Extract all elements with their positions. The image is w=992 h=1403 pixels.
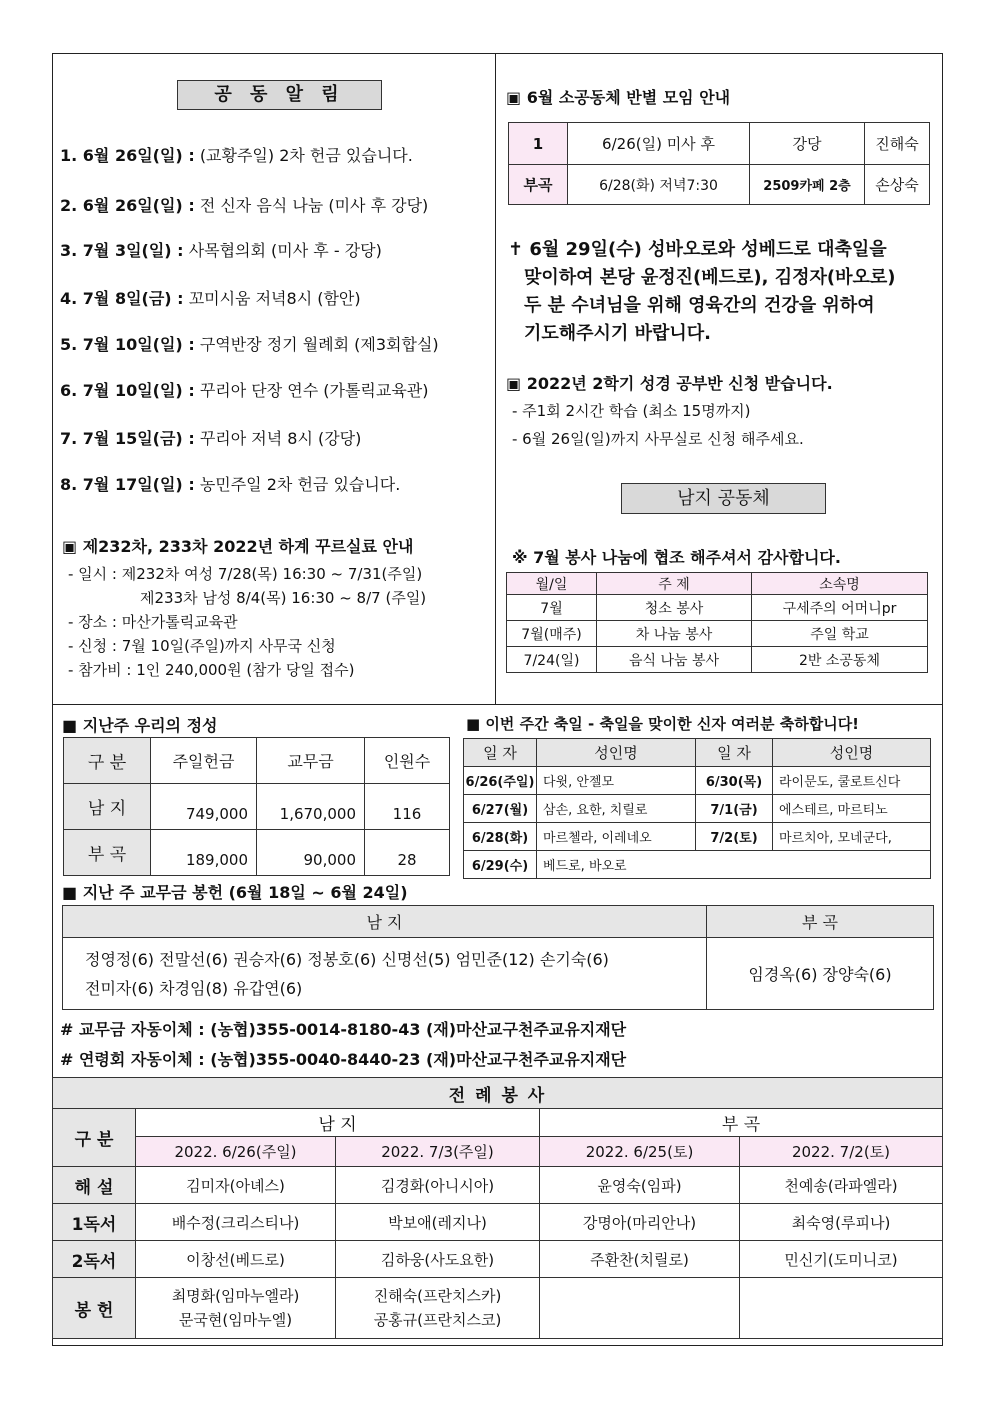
- dues-heading: ■ 지난 주 교무금 봉헌 (6월 18일 ~ 6월 24일): [62, 883, 408, 902]
- table-cell: 1: [509, 123, 568, 165]
- table-cell: 남 지: [64, 784, 151, 830]
- cursillo-heading: ▣ 제232차, 233차 2022년 하계 꾸르실료 안내: [62, 537, 414, 556]
- table-cell: 90,000: [257, 830, 365, 876]
- table-cell: 189,000: [151, 830, 257, 876]
- table-header: 교무금: [257, 738, 365, 784]
- table-header: 주일헌금: [151, 738, 257, 784]
- small-community-table: [508, 122, 930, 205]
- liturgy-table: [52, 1077, 943, 1339]
- offering-heading: ■ 지난주 우리의 정성: [62, 716, 218, 735]
- cursillo-line: 제233차 남성 8/4(목) 16:30 ~ 8/7 (주일): [140, 589, 427, 607]
- notice-text: 사목협의회 (미사 후 - 강당): [188, 241, 382, 260]
- table-cell: 부 곡: [64, 830, 151, 876]
- cursillo-line: - 일시 : 제232차 여성 7/28(목) 16:30 ~ 7/31(주일): [68, 565, 423, 583]
- table-row: [53, 1167, 943, 1204]
- namji-community-title: 남지 공동체: [621, 483, 826, 514]
- table-cell: 7/2(토): [696, 823, 773, 851]
- table-cell: 7월: [507, 595, 597, 621]
- notice-item: [60, 143, 413, 166]
- table-cell: [740, 1278, 943, 1339]
- table-header: 월/일: [507, 573, 597, 595]
- table-cell: 주환찬(치릴로): [540, 1241, 740, 1278]
- column-divider: [495, 53, 496, 704]
- table-header-row: [53, 1137, 943, 1167]
- auto-transfer-dues: # 교무금 자동이체 : (농협)355-0014-8180-43 (재)마산교구천주교유지재단: [60, 1020, 627, 1039]
- table-cell: 부곡: [509, 165, 568, 205]
- table-cell: 6/28(화) 저녁7:30: [568, 165, 750, 205]
- table-cell: 배수정(크리스티나): [136, 1204, 336, 1241]
- notice-item: [60, 378, 428, 401]
- table-row: [63, 938, 934, 1010]
- liturgy-date: 2022. 7/3(주일): [336, 1137, 540, 1167]
- table-header: 일 자: [464, 739, 537, 767]
- bible-study-line: - 주1회 2시간 학습 (최소 15명까지): [512, 402, 751, 420]
- dues-namji-cell: [63, 938, 707, 1010]
- notice-text: 꾸리아 단장 연수 (가톨릭교육관): [199, 381, 429, 400]
- table-cell: 청소 봉사: [597, 595, 752, 621]
- table-row: [464, 823, 931, 851]
- table-row: [509, 165, 930, 205]
- table-cell: 다윗, 안젤모: [537, 767, 696, 795]
- table-cell: 2반 소공동체: [752, 647, 928, 673]
- service-table: [506, 572, 928, 673]
- table-row: [53, 1204, 943, 1241]
- bible-study-heading: ▣ 2022년 2학기 성경 공부반 신청 받습니다.: [506, 374, 833, 393]
- table-row: [53, 1278, 943, 1339]
- table-cell: [336, 1278, 540, 1339]
- table-header: 주 제: [597, 573, 752, 595]
- table-row: [464, 795, 931, 823]
- table-cell: 구세주의 어머니pr: [752, 595, 928, 621]
- notice-item: [60, 193, 428, 216]
- table-header-row: [53, 1109, 943, 1137]
- liturgy-bugok: 부 곡: [540, 1109, 943, 1137]
- table-cell: 베드로, 바오로: [537, 851, 931, 879]
- table-cell: 7/24(일): [507, 647, 597, 673]
- table-cell: 2509카페 2층: [750, 165, 865, 205]
- liturgy-row-label: 해 설: [53, 1167, 136, 1204]
- table-cell: 6/30(목): [696, 767, 773, 795]
- table-header: 일 자: [696, 739, 773, 767]
- table-row: [507, 647, 928, 673]
- table-header: 소속명: [752, 573, 928, 595]
- table-cell: 마르치아, 모네군다,: [773, 823, 931, 851]
- dues-namji-line: 정영정(6) 전말선(6) 권승자(6) 정봉호(6) 신명선(5) 엄민준(12) 손기숙(6): [85, 949, 609, 969]
- liturgy-date: 2022. 7/2(토): [740, 1137, 943, 1167]
- notice-date: 3. 7월 3일(일) :: [60, 241, 184, 260]
- notice-text: 구역반장 정기 월례회 (제3회합실): [199, 335, 439, 354]
- table-header-row: [464, 739, 931, 767]
- table-cell: 천예송(라파엘라): [740, 1167, 943, 1204]
- liturgy-row-label: 2독서: [53, 1241, 136, 1278]
- table-header: 구 분: [64, 738, 151, 784]
- feast-notice-line: 기도해주시기 바랍니다.: [524, 323, 711, 344]
- liturgy-namji: 남 지: [136, 1109, 540, 1137]
- notice-text: 꾸리아 저녁 8시 (강당): [199, 429, 362, 448]
- notice-date: 5. 7월 10일(일) :: [60, 335, 195, 354]
- table-cell: 강명아(마리안나): [540, 1204, 740, 1241]
- table-cell: 116: [365, 784, 450, 830]
- notice-date: 1. 6월 26일(일) :: [60, 146, 195, 165]
- table-cell: 손상숙: [865, 165, 930, 205]
- notice-item: [60, 426, 361, 449]
- table-header-row: [63, 906, 934, 938]
- notice-text: 꼬미시움 저녁8시 (함안): [188, 289, 361, 308]
- table-cell: 이창선(베드로): [136, 1241, 336, 1278]
- table-row: [53, 1241, 943, 1278]
- table-cell: 마르첼라, 이레네오: [537, 823, 696, 851]
- notice-item: [60, 286, 361, 309]
- table-header: 인원수: [365, 738, 450, 784]
- table-cell: 6/27(월): [464, 795, 537, 823]
- table-cell: 박보애(레지나): [336, 1204, 540, 1241]
- table-cell: 주일 학교: [752, 621, 928, 647]
- offertory-name: 진해숙(프란치스카): [373, 1287, 502, 1305]
- liturgy-date: 2022. 6/25(토): [540, 1137, 740, 1167]
- notice-date: 4. 7월 8일(금) :: [60, 289, 184, 308]
- dues-table: [62, 905, 934, 1010]
- auto-transfer-funeral: # 연령회 자동이체 : (농협)355-0040-8440-23 (재)마산교구천주교유지재단: [60, 1050, 627, 1069]
- offertory-name: 최명화(임마누엘라): [171, 1287, 300, 1305]
- notice-item: [60, 238, 382, 261]
- feast-notice-line: 두 분 수녀님을 위해 영육간의 건강을 위하여: [524, 295, 875, 316]
- notice-date: 7. 7월 15일(금) :: [60, 429, 195, 448]
- table-header-row: [507, 573, 928, 595]
- feast-day-table: [463, 738, 931, 879]
- table-row: [509, 123, 930, 165]
- table-cell: [540, 1278, 740, 1339]
- table-cell: 차 나눔 봉사: [597, 621, 752, 647]
- table-cell: 1,670,000: [257, 784, 365, 830]
- table-cell: 진해숙: [865, 123, 930, 165]
- notice-item: [60, 472, 400, 495]
- table-cell: 김미자(아녜스): [136, 1167, 336, 1204]
- cursillo-line: - 장소 : 마산가톨릭교육관: [68, 613, 238, 631]
- common-notice-title: 공 동 알 림: [177, 80, 382, 110]
- table-header: 남 지: [63, 906, 707, 938]
- table-row: [464, 767, 931, 795]
- table-row: [464, 851, 931, 879]
- table-header: 부 곡: [707, 906, 934, 938]
- cursillo-line: - 신청 : 7월 10일(주일)까지 사무국 신청: [68, 637, 336, 655]
- notice-date: 6. 7월 10일(일) :: [60, 381, 195, 400]
- notice-text: (교황주일) 2차 헌금 있습니다.: [199, 146, 413, 165]
- table-row: [507, 621, 928, 647]
- table-cell: 김경화(아니시아): [336, 1167, 540, 1204]
- table-cell: 6/26(일) 미사 후: [568, 123, 750, 165]
- table-cell: 749,000: [151, 784, 257, 830]
- feast-day-heading: ■ 이번 주간 축일 - 축일을 맞이한 신자 여러분 축하합니다!: [466, 715, 860, 733]
- table-cell: 음식 나눔 봉사: [597, 647, 752, 673]
- liturgy-title: 전 례 봉 사: [53, 1078, 943, 1109]
- notice-item: [60, 332, 439, 355]
- table-row: [64, 830, 450, 876]
- offering-table: [63, 737, 450, 876]
- feast-notice-line: ✝ 6월 29일(수) 성바오로와 성베드로 대축일을: [508, 239, 887, 260]
- liturgy-row-label: 1독서: [53, 1204, 136, 1241]
- table-cell: 6/29(수): [464, 851, 537, 879]
- table-cell: 6/26(주일): [464, 767, 537, 795]
- bible-study-line: - 6월 26일(일)까지 사무실로 신청 해주세요.: [512, 430, 804, 448]
- table-row: [507, 595, 928, 621]
- table-cell: 윤영숙(임파): [540, 1167, 740, 1204]
- notice-date: 2. 6월 26일(일) :: [60, 196, 195, 215]
- notice-date: 8. 7월 17일(일) :: [60, 475, 195, 494]
- table-cell: 라이문도, 쿨로트신다: [773, 767, 931, 795]
- table-cell: 에스테르, 마르티노: [773, 795, 931, 823]
- offertory-name: 공홍규(프란치스코): [373, 1311, 502, 1329]
- table-cell: 강당: [750, 123, 865, 165]
- liturgy-col-label: 구 분: [53, 1109, 136, 1167]
- offertory-name: 문국현(임마누엘): [178, 1311, 293, 1329]
- notice-text: 전 신자 음식 나눔 (미사 후 강당): [199, 196, 429, 215]
- feast-notice-line: 맞이하여 본당 윤정진(베드로), 김정자(바오로): [524, 267, 896, 288]
- table-cell: 6/28(화): [464, 823, 537, 851]
- table-cell: [136, 1278, 336, 1339]
- section-divider: [52, 704, 943, 705]
- notice-text: 농민주일 2차 헌금 있습니다.: [199, 475, 401, 494]
- cursillo-line: - 참가비 : 1인 240,000원 (참가 당일 접수): [68, 661, 355, 679]
- table-cell: 민신기(도미니코): [740, 1241, 943, 1278]
- table-cell: 7/1(금): [696, 795, 773, 823]
- table-cell: 28: [365, 830, 450, 876]
- table-cell: 최숙영(루피나): [740, 1204, 943, 1241]
- table-header-row: [64, 738, 450, 784]
- dues-bugok-cell: 임경옥(6) 장양숙(6): [707, 938, 934, 1010]
- table-header: 성인명: [773, 739, 931, 767]
- table-row: [64, 784, 450, 830]
- table-cell: 김하웅(사도요한): [336, 1241, 540, 1278]
- table-header-row: [53, 1078, 943, 1109]
- dues-namji-line: 전미자(6) 차경임(8) 유갑연(6): [85, 978, 303, 998]
- table-header: 성인명: [537, 739, 696, 767]
- small-community-heading: ▣ 6월 소공동체 반별 모임 안내: [506, 88, 731, 107]
- liturgy-date: 2022. 6/26(주일): [136, 1137, 336, 1167]
- table-cell: 삼손, 요한, 치릴로: [537, 795, 696, 823]
- liturgy-row-label: 봉 헌: [53, 1278, 136, 1339]
- namji-thanks: ※ 7월 봉사 나눔에 협조 해주셔서 감사합니다.: [512, 548, 841, 567]
- table-cell: 7월(매주): [507, 621, 597, 647]
